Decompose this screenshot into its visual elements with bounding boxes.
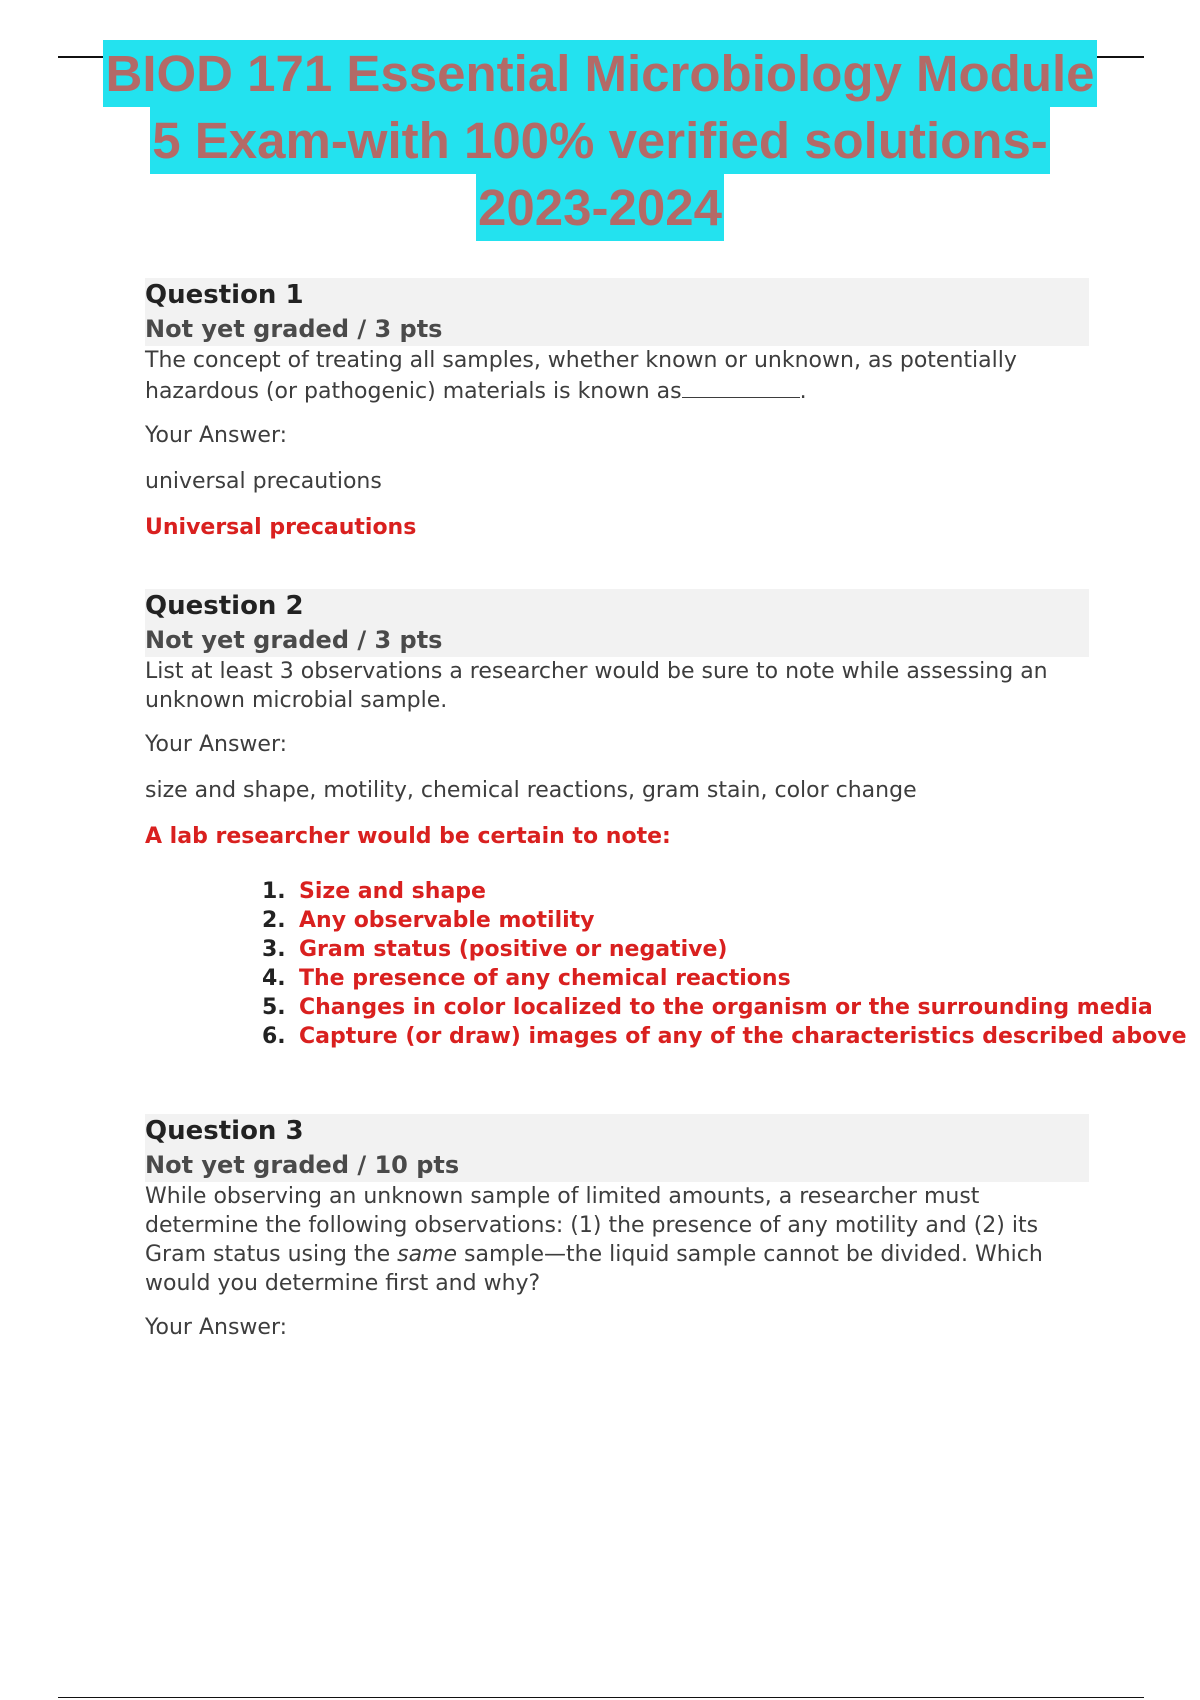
list-item-text: The presence of any chemical reactions bbox=[299, 966, 791, 991]
question-text-part: While observing an unknown sample of limited amounts, a researcher must determine the following observations: (1) the presence of any motility and (2) its Gram status using the bbox=[145, 1184, 1039, 1267]
correct-answer: Universal precautions bbox=[145, 515, 417, 540]
student-answer: size and shape, motility, chemical reactions, gram stain, color change bbox=[145, 778, 917, 803]
list-item bbox=[262, 877, 1089, 906]
student-answer: universal precautions bbox=[145, 469, 382, 494]
list-item-text: Changes in color localized to the organism or the surrounding media bbox=[299, 995, 1153, 1020]
correct-answer-intro: A lab researcher would be certain to note: bbox=[145, 824, 671, 849]
list-number: 2. bbox=[262, 908, 286, 933]
list-item-text: Any observable motility bbox=[299, 908, 595, 933]
question-text-emphasis: same bbox=[397, 1242, 458, 1267]
document-title bbox=[60, 40, 1140, 241]
correct-answer-list bbox=[262, 877, 1187, 1051]
question-2 bbox=[145, 589, 1187, 1051]
title-line: 2023-2024 bbox=[476, 174, 724, 241]
title-line: BIOD 171 Essential Microbiology Module bbox=[103, 40, 1096, 107]
question-title: Question 3 bbox=[145, 1116, 304, 1146]
question-1 bbox=[145, 278, 1089, 542]
list-item bbox=[262, 1022, 1187, 1051]
question-header bbox=[145, 589, 1089, 657]
question-text-part: sample—the liquid sample cannot be divided. Which would you determine first and why? bbox=[145, 1242, 1043, 1296]
question-header bbox=[145, 278, 1089, 346]
list-number: 5. bbox=[262, 995, 286, 1020]
answer-blank bbox=[682, 375, 800, 398]
list-number: 1. bbox=[262, 879, 286, 904]
list-item bbox=[262, 993, 1153, 1022]
question-3 bbox=[145, 1114, 1089, 1342]
list-number: 6. bbox=[262, 1024, 286, 1049]
your-answer-label: Your Answer: bbox=[145, 423, 288, 448]
question-header bbox=[145, 1114, 1089, 1182]
question-text-before-blank: The concept of treating all samples, whether known or unknown, as potentially hazardous (or pathogenic) materials is known as bbox=[145, 348, 1017, 404]
question-text-after-blank: . bbox=[799, 379, 807, 404]
title-line: 5 Exam-with 100% verified solutions- bbox=[150, 107, 1050, 174]
question-grade: Not yet graded / 3 pts bbox=[145, 626, 443, 654]
bottom-rule bbox=[58, 1697, 1144, 1698]
list-item-text: Capture (or draw) images of any of the characteristics described above bbox=[299, 1024, 1187, 1049]
your-answer-label: Your Answer: bbox=[145, 732, 288, 757]
question-text bbox=[145, 1182, 1089, 1298]
list-item bbox=[262, 964, 1089, 993]
question-title: Question 1 bbox=[145, 280, 304, 310]
question-text bbox=[145, 346, 1089, 406]
question-title: Question 2 bbox=[145, 591, 304, 621]
question-grade: Not yet graded / 10 pts bbox=[145, 1151, 460, 1179]
question-text: List at least 3 observations a researcher would be sure to note while assessing an unknown microbial sample. bbox=[145, 659, 1048, 713]
list-item-text: Size and shape bbox=[299, 879, 486, 904]
list-item bbox=[262, 935, 1089, 964]
list-number: 3. bbox=[262, 937, 286, 962]
list-item bbox=[262, 906, 1089, 935]
question-grade: Not yet graded / 3 pts bbox=[145, 315, 443, 343]
list-item-text: Gram status (positive or negative) bbox=[299, 937, 728, 962]
list-number: 4. bbox=[262, 966, 286, 991]
your-answer-label: Your Answer: bbox=[145, 1315, 288, 1340]
